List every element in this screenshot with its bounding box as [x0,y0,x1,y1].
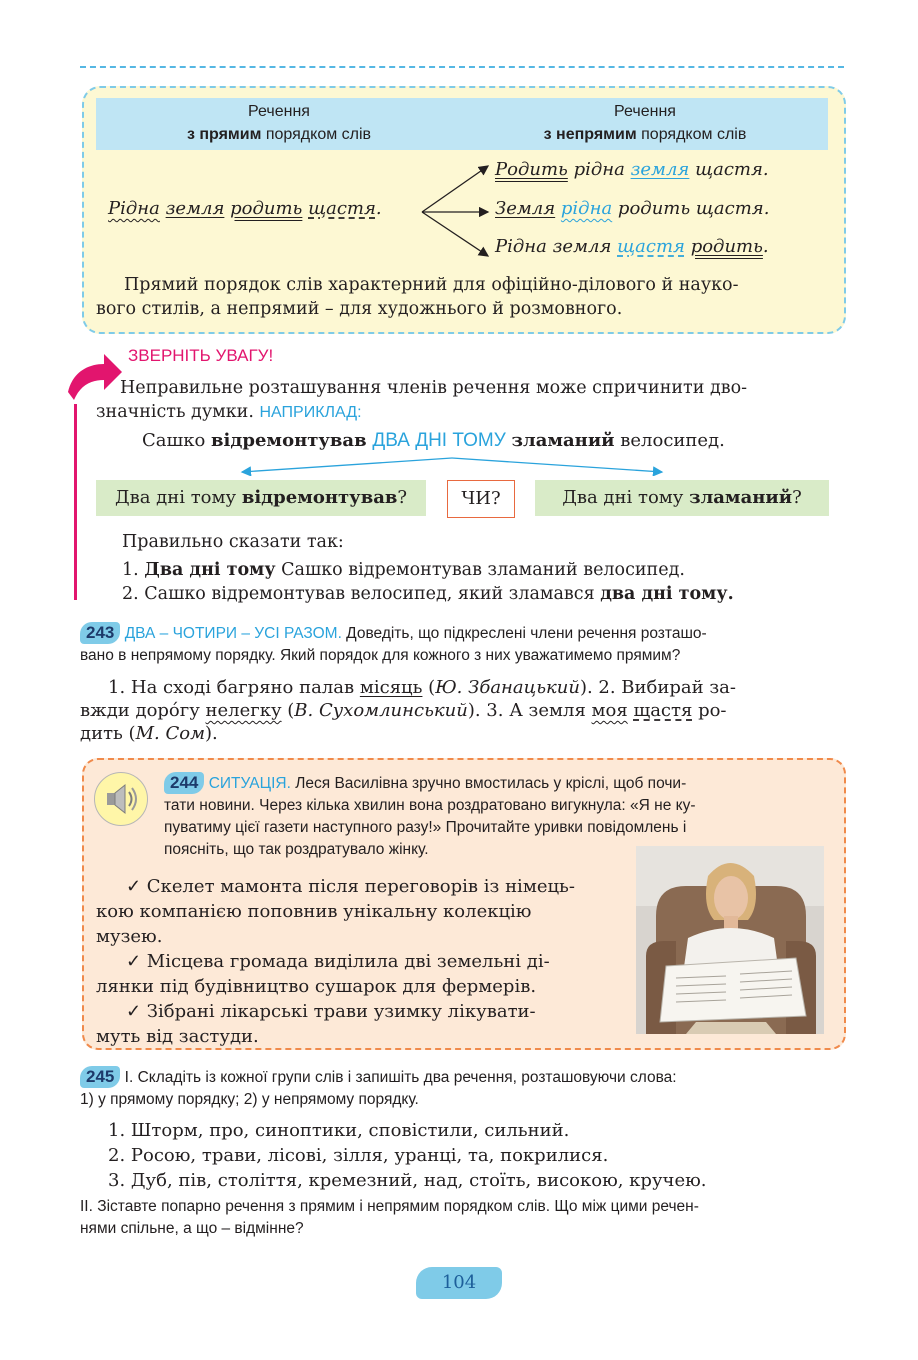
header-indirect: Речення з непрямим порядком слів [543,103,747,143]
arrow-up [422,166,488,212]
task-number-244: 244 [164,772,204,794]
task-number-243: 243 [80,622,120,644]
variant-sentence-3: Рідна земля щастя родить. [495,236,769,257]
correct-variants: Правильно сказати так: 1. Два дні тому Сашко відремонтував зламаний велосипед. 2. Сашко відремонтував велосипед, який зламався два дні тому. [122,532,734,604]
table-note: Прямий порядок слів характерний для офіційно-ділового й науко- вого стилів, а непрямий – для художнього й розмовного. [96,275,739,319]
task-number-245: 245 [80,1066,120,1088]
attention-side-line [74,404,77,600]
or-box: ЧИ? [447,480,515,518]
page-number: 104 [416,1267,502,1299]
header-direct: Речення з прямим порядком слів [186,103,372,143]
arrow-right [452,458,662,472]
arrow-down [422,212,488,256]
task-245-word-groups: 1. Шторм, про, синоптики, сповістили, сильний. 2. Росою, трави, лісові, зілля, уранці, та, покрилися. 3. Дуб, пів, століття, кремезний, над, стоїть, високою, кручею. [108,1120,707,1191]
attention-text: Неправильне розташування членів речення може спричинити дво- значність думки. НАПРИКЛАД: [96,378,748,422]
top-dashed-divider [80,66,844,68]
table-header [96,98,828,150]
variant-sentence-2: Земля рідна родить щастя. [495,198,770,219]
speaker-icon[interactable] [94,772,148,826]
example-label: НАПРИКЛАД: [259,404,362,421]
task-245-part-two: ІІ. Зіставте попарно речення з прямим і непрямим порядком слів. Що між цими речен- нями спільне, а що – відмінне? [80,1198,699,1237]
task-245-instructions: 245 І. Складіть із кожної групи слів і запишіть два речення, розташовуючи слова: 1) у прямому порядку; 2) у непрямому порядку. [80,1067,677,1108]
variant-sentence-1: Родить рідна земля щастя. [495,159,769,180]
interpretation-box-left: Два дні тому відремонтував? [96,480,426,516]
woman-reading-newspaper-photo [636,846,824,1034]
attention-title: ЗВЕРНІТЬ УВАГУ! [128,346,274,365]
double-arrow-diagram [232,454,672,476]
task-244-instructions: 244 СИТУАЦІЯ. Леся Василівна зручно вмостилась у кріслі, щоб почи- тати новини. Через кілька хвилин вона роздратовано вигукнула: «Я не ку- пуватиму цієї газети наступного разу!» Прочитайте уривки повідомлень і поясніть, що так роздратувало жінку. [164,773,696,858]
task-243-text: 1. На сході багряно палав місяць (Ю. Збанацький). 2. Вибирай за- вжди доро́гу нелегку (В. Сухомлинський). 3. А земля моя щастя ро- дить (М. Сом). [80,677,736,744]
interpretation-box-right: Два дні тому зламаний? [535,480,829,516]
example-sentence: Сашко відремонтував ДВА ДНІ ТОМУ зламаний велосипед. [142,430,725,451]
speaker-icon-graphic [95,773,147,825]
source-sentence: Рідна земля родить щастя. [108,198,382,219]
arrows-diagram [418,158,494,262]
news-excerpts: ✓ Скелет мамонта після переговорів із німець- кою компанією поповнив унікальну колекцію музею. ✓ Місцева громада виділила дві земельні ді- лянки під будівництво сушарок для фермерів. ✓ Зібрані лікарські трави узимку лікувати- муть від застуди. [96,876,575,1047]
task-243-instructions: 243 ДВА – ЧОТИРИ – УСІ РАЗОМ. Доведіть, що підкреслені члени речення розташо- вано в непрямому порядку. Який порядок для кожного з них уважатимемо прямим? [80,623,707,664]
arrow-left [242,458,452,472]
